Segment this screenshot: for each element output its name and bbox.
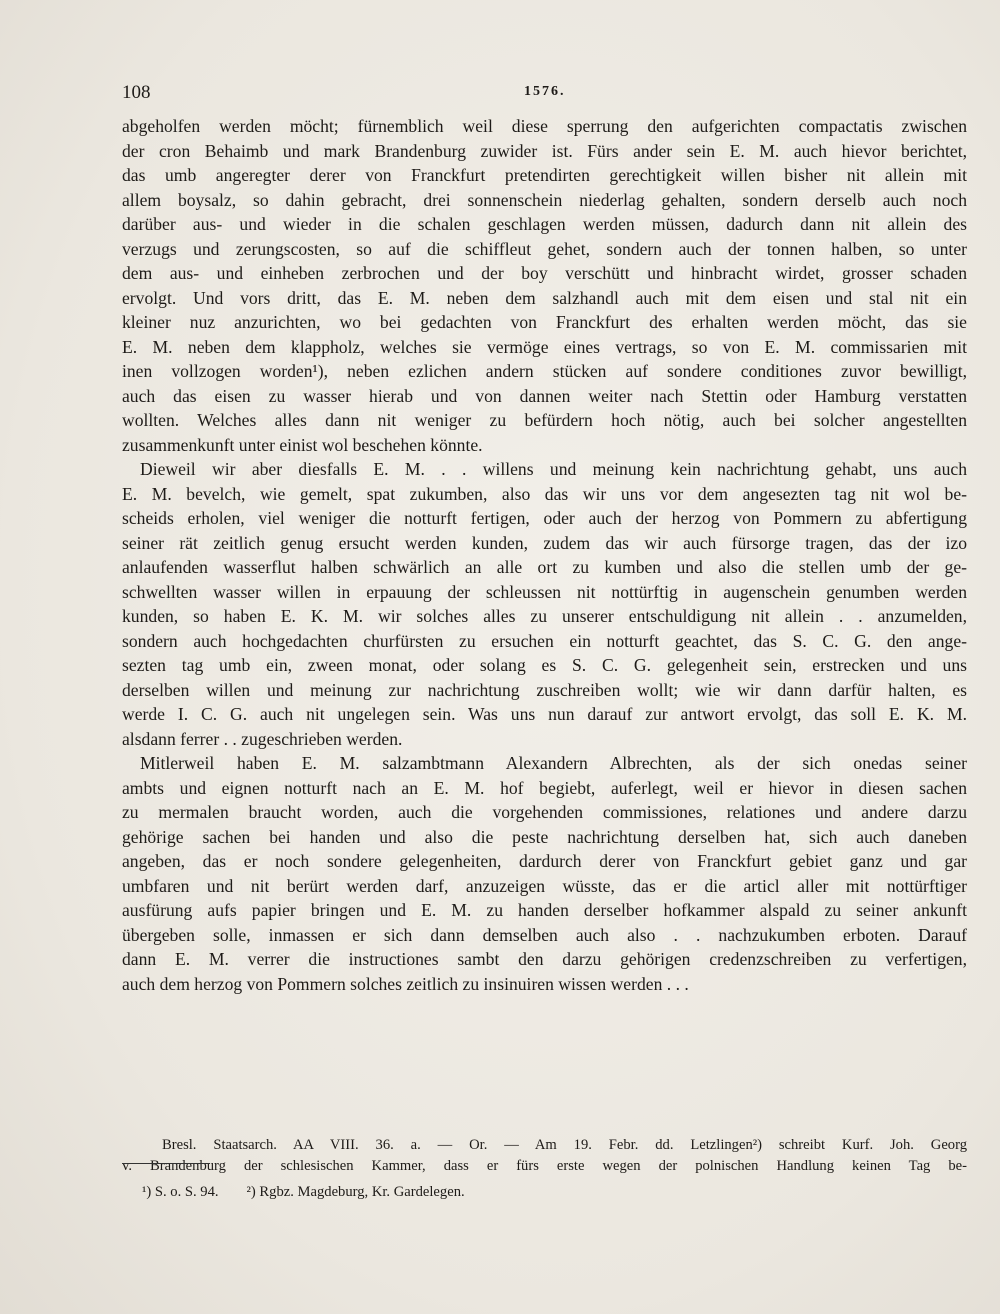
body-text xyxy=(122,114,967,996)
footnote-divider xyxy=(122,1163,210,1164)
text-line: seiner rät zeitlich genug ersucht werden kunden, zudem das wir auch fürsorge tragen, das der izo xyxy=(122,532,967,553)
footnotes xyxy=(142,1184,465,1201)
text-line: übergeben solle, inmassen er sich dann demselben auch also . . nachzukumben erboten. Darauf xyxy=(122,924,967,945)
text-line: darüber aus- und wieder in die schalen geschlagen werden müssen, dadurch dann nit allein des xyxy=(122,214,967,234)
text-line: ambts und eignen notturft nach an E. M. hof begiebt, auferlegt, weil er hievor in diesen sachen xyxy=(122,777,967,798)
text-line: zusammenkunft unter einist wol beschehen könnte. xyxy=(122,434,483,455)
source-note xyxy=(122,1135,967,1176)
text-line: anlaufenden wasserflut halben schwärlich an alle ort zu kumben und also die stellen umb der ge- xyxy=(122,557,967,577)
text-line: dem aus- und einheben zerbrochen und der boy verschütt und hinbracht wirdet, grosser schaden xyxy=(122,263,967,283)
footnote-2: ²) Rgbz. Magdeburg, Kr. Gardelegen. xyxy=(246,1184,465,1200)
text-line: alsdann ferrer . . zugeschrieben werden. xyxy=(122,728,403,749)
text-line: allem boysalz, so dahin gebracht, drei sonnenschein niederlag gehalten, sondern derselb auch noch xyxy=(122,189,967,210)
text-line: zu mermalen braucht worden, auch die vorgehenden commissiones, relationes und andere darzu xyxy=(122,802,967,822)
text-line: kunden, so haben E. K. M. wir solches alles zu unserer entschuldigung nit allein . . anzumelden, xyxy=(122,606,967,626)
source-note-line: v. Brandenburg der schlesischen Kammer, dass er fürs erste wegen der polnischen Handlung keinen Tag be- xyxy=(122,1157,967,1174)
source-note-line: Bresl. Staatsarch. AA VIII. 36. a. — Or. — Am 19. Febr. dd. Letzlingen²) schreibt Kurf. Joh. Georg xyxy=(162,1137,967,1153)
text-line: dann E. M. verrer die instructiones sambt den darzu gehörigen credenzschreiben zu verfertigen, xyxy=(122,949,967,969)
footnote-1: ¹) S. o. S. 94. xyxy=(142,1184,219,1200)
text-line: wollten. Welches alles dann nit weniger zu befürdern hoch nötig, auch bei solcher angestellten xyxy=(122,410,967,430)
text-line: der cron Behaimb und mark Brandenburg zuwider ist. Fürs ander sein E. M. auch hievor berichtet, xyxy=(122,140,967,161)
text-line: verzugs und zerungscosten, so auf die schiffleut gehet, sondern auch der tonnen halben, so unter xyxy=(122,238,967,259)
text-line: Mitlerweil haben E. M. salzambtmann Alexandern Albrechten, als der sich onedas seiner xyxy=(140,753,967,773)
running-head-year: 1576. xyxy=(524,84,566,99)
text-line: ausfürung aufs papier bringen und E. M. zu handen derselber hofkammer alspald zu seiner ankunft xyxy=(122,900,967,920)
text-line: kleiner nuz anzurichten, wo bei gedachten von Franckfurt des erhalten werden möcht, das sie xyxy=(122,312,967,332)
text-line: E. M. neben dem klappholz, welches sie vermöge eines vertrags, so von E. M. commissarien mit xyxy=(122,336,967,357)
text-line: derselben willen und meinung zur nachrichtung zuschreiben wollt; wie wir dann darfür halten, es xyxy=(122,679,967,700)
text-line: sondern auch hochgedachten churfürsten zu ersuchen ein notturft geachtet, das S. C. G. den ange- xyxy=(122,630,967,651)
text-line: inen vollzogen worden¹), neben ezlichen andern stücken auf sondere conditiones zuvor bewilligt, xyxy=(122,361,967,381)
text-line: auch das eisen zu wasser hierab und von dannen weiter nach Stettin oder Hamburg verstatten xyxy=(122,385,967,406)
text-line: abgeholfen werden möcht; fürnemblich weil diese sperrung den aufgerichten compactatis zwischen xyxy=(122,116,967,136)
text-line: E. M. bevelch, wie gemelt, spat zukumben, also das wir uns vor dem angesezten tag nit wol be- xyxy=(122,483,967,504)
text-line: ervolgt. Und vors dritt, das E. M. neben dem salzhandl auch mit dem eisen und stal nit ein xyxy=(122,287,967,308)
text-line: sezten tag umb ein, zween monat, oder solang es S. C. G. gelegenheit sein, erstrecken und uns xyxy=(122,655,967,675)
text-line: angeben, das er noch sondere gelegenheiten, dardurch derer von Franckfurt gebiet ganz und gar xyxy=(122,851,967,871)
text-line: auch dem herzog von Pommern solches zeitlich zu insinuiren wissen werden . . . xyxy=(122,973,689,994)
text-line: umbfaren und nit berürt werden darf, anzuzeigen wüsste, das er die articl aller mit nottürftiger xyxy=(122,875,967,896)
page-header xyxy=(122,82,967,106)
text-line: scheids erholen, viel weniger die notturft fertigen, oder auch der herzog von Pommern zu abfertigung xyxy=(122,508,967,528)
text-line: gehörige sachen bei handen und also die peste nachrichtung derselben hat, sich auch daneben xyxy=(122,826,967,847)
text-line: das umb angeregter derer von Franckfurt pretendirten gerechtigkeit willen bisher nit allein mit xyxy=(122,165,967,185)
text-line: Dieweil wir aber diesfalls E. M. . . willens und meinung kein nachrichtung gehabt, uns auch xyxy=(140,459,967,479)
text-line: schwellten wasser willen in erpauung der schleussen nit nottürftig in augenschein genumben werden xyxy=(122,581,967,602)
text-line: werde I. C. G. auch nit ungelegen sein. Was uns nun darauf zur antwort ervolgt, das soll E. K. M. xyxy=(122,704,967,724)
page-number: 108 xyxy=(122,82,151,103)
